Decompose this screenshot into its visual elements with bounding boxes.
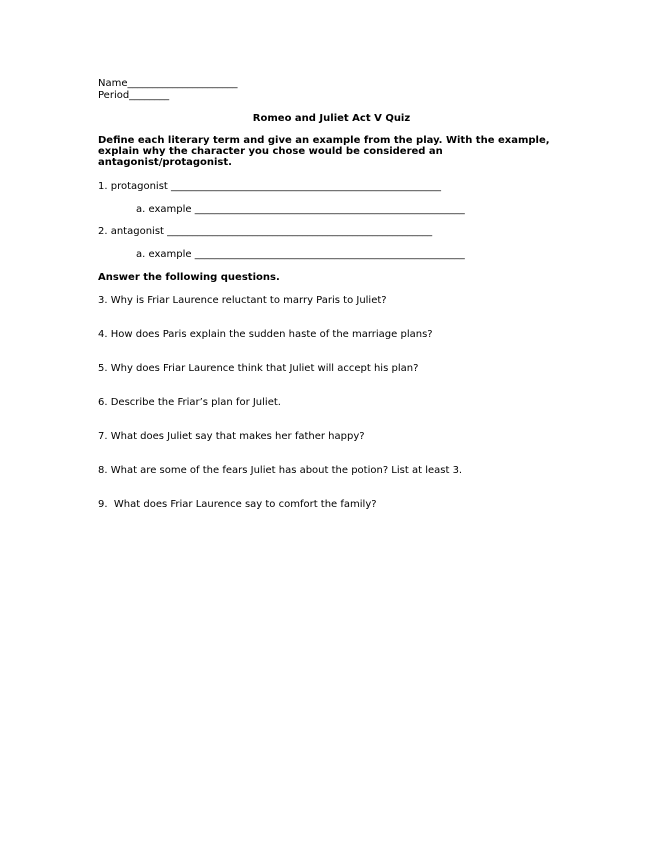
question-7: 7. What does Juliet say that makes her father happy? <box>98 431 365 442</box>
question-4: 4. How does Paris explain the sudden haste of the marriage plans? <box>98 329 433 340</box>
question-5: 5. Why does Friar Laurence think that Juliet will accept his plan? <box>98 363 419 374</box>
item-protagonist: 1. protagonist ______________________________________________________ <box>98 181 442 192</box>
item-protagonist-example: a. example ______________________________________________________ <box>136 204 465 215</box>
item-antagonist-example: a. example ______________________________________________________ <box>136 249 465 260</box>
section1-instructions: Define each literary term and give an example from the play. With the example, explain why the character you chose would be considered an antagonist/protagonist. <box>98 135 550 168</box>
item-antagonist: 2. antagonist _____________________________________________________ <box>98 226 433 237</box>
quiz-title: Romeo and Juliet Act V Quiz <box>252 113 411 124</box>
question-9: 9. What does Friar Laurence say to comfort the family? <box>98 499 377 510</box>
question-6: 6. Describe the Friar’s plan for Juliet. <box>98 397 281 408</box>
question-8: 8. What are some of the fears Juliet has about the potion? List at least 3. <box>98 465 463 476</box>
period-line: Period________ <box>98 90 170 101</box>
name-line: Name______________________ <box>98 78 238 89</box>
question-3: 3. Why is Friar Laurence reluctant to marry Paris to Juliet? <box>98 295 387 306</box>
section2-heading: Answer the following questions. <box>98 272 280 283</box>
